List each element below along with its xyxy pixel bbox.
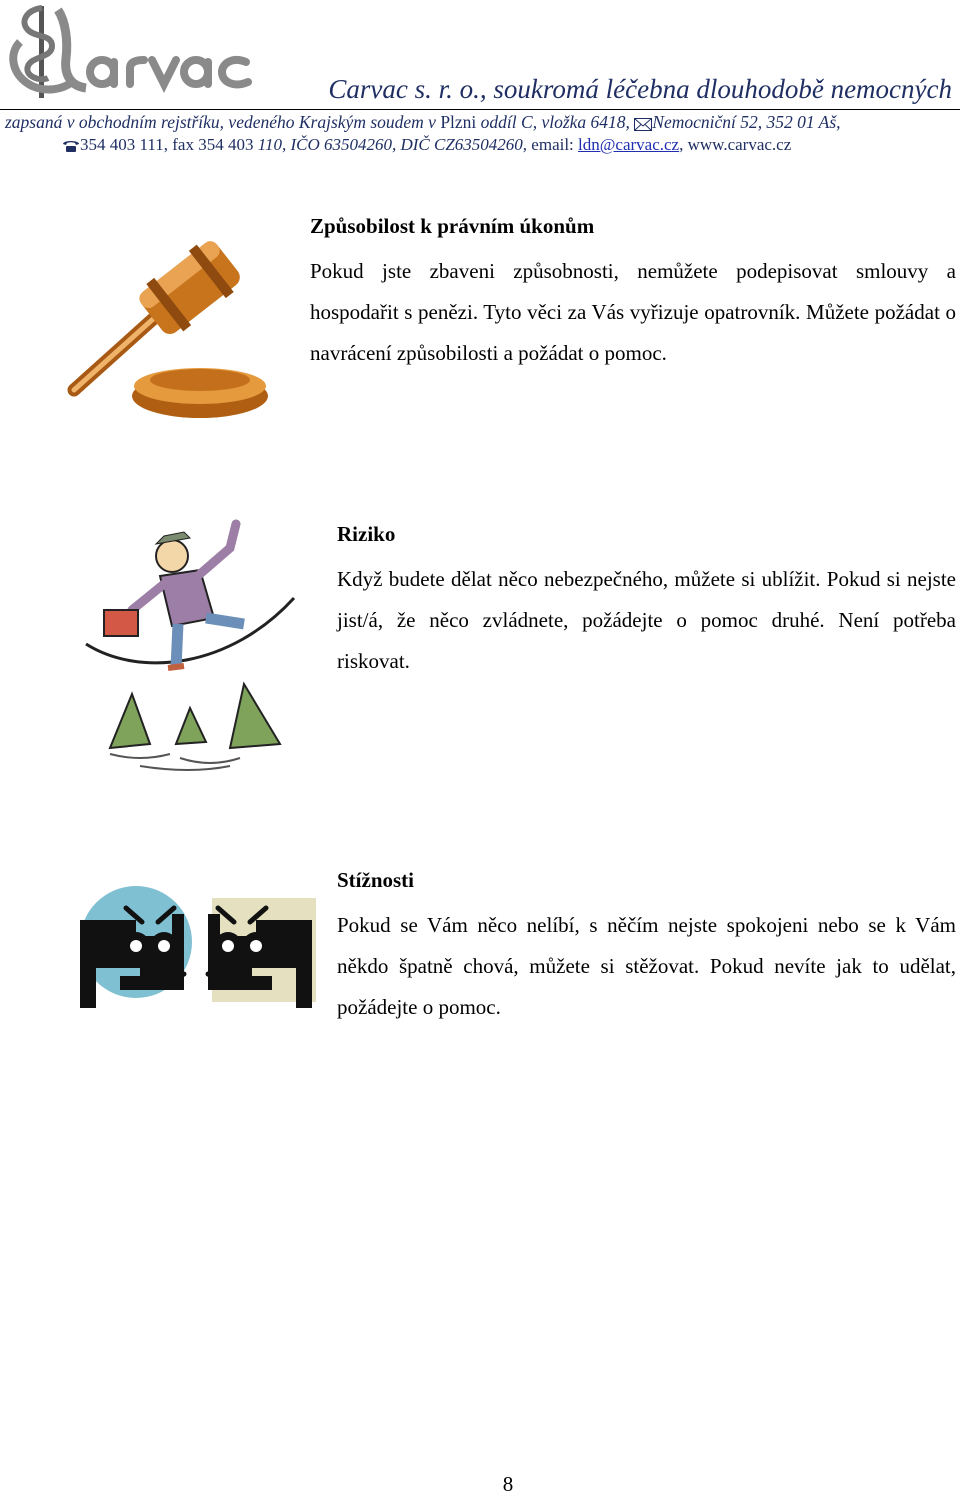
section-risk (337, 520, 956, 682)
registry-line (5, 112, 955, 136)
section-title: Způsobilost k právním úkonům (310, 214, 595, 238)
header-rule (0, 109, 960, 110)
registry-text-2: oddíl C, vložka 6418, (476, 112, 635, 132)
section-text: Když budete dělat něco nebezpečného, můžete si ublížit. Pokud si nejste jist/á, že něco zvládnete, požádejte o pomoc druhé. Není potřeba riskovat. (337, 567, 956, 673)
section-text: Pokud se Vám něco nelíbí, s něčím nejste spokojeni nebo se k Vám někdo špatně chová, můžete si stěžovat. Pokud nevíte jak to udělat, požádejte o pomoc. (337, 913, 956, 1019)
arguing-faces-illustration (76, 880, 316, 1020)
ids-text: 110, IČO 63504260, DIČ CZ63504260, (257, 135, 528, 154)
email-label: email: (527, 135, 579, 154)
address-text: Nemocniční 52, 352 01 Aš, (652, 112, 841, 132)
web-text: , www.carvac.cz (679, 135, 792, 154)
letterhead (0, 0, 960, 160)
gavel-illustration (60, 228, 275, 428)
phone-text: 354 403 111, fax 354 403 (80, 135, 258, 154)
tightrope-crocodiles-illustration (80, 518, 300, 773)
section-title: Stížnosti (337, 868, 415, 892)
carvac-logo (6, 2, 256, 102)
contact-line (62, 135, 791, 158)
phone-icon (62, 138, 80, 158)
section-text: Pokud jste zbaveni způsobnosti, nemůžete podepisovat smlouvy a hospodařit s penězi. Tyto věci za Vás vyřizuje opatrovník. Můžete požádat o navrácení způsobilosti a požádat o pomoc. (310, 259, 956, 365)
email-link[interactable]: ldn@carvac.cz (578, 135, 680, 154)
registry-city: Plzni (440, 112, 477, 132)
company-title: Carvac s. r. o., soukromá léčebna dlouhodobě nemocných (328, 74, 952, 104)
registry-text-1: zapsaná v obchodním rejstříku, vedeného Krajským soudem v (5, 112, 441, 132)
envelope-icon (634, 115, 652, 136)
section-legal-capacity (310, 212, 956, 374)
page-number: 8 (502, 1472, 514, 1496)
section-complaints (337, 866, 956, 1028)
section-title: Riziko (337, 522, 396, 546)
